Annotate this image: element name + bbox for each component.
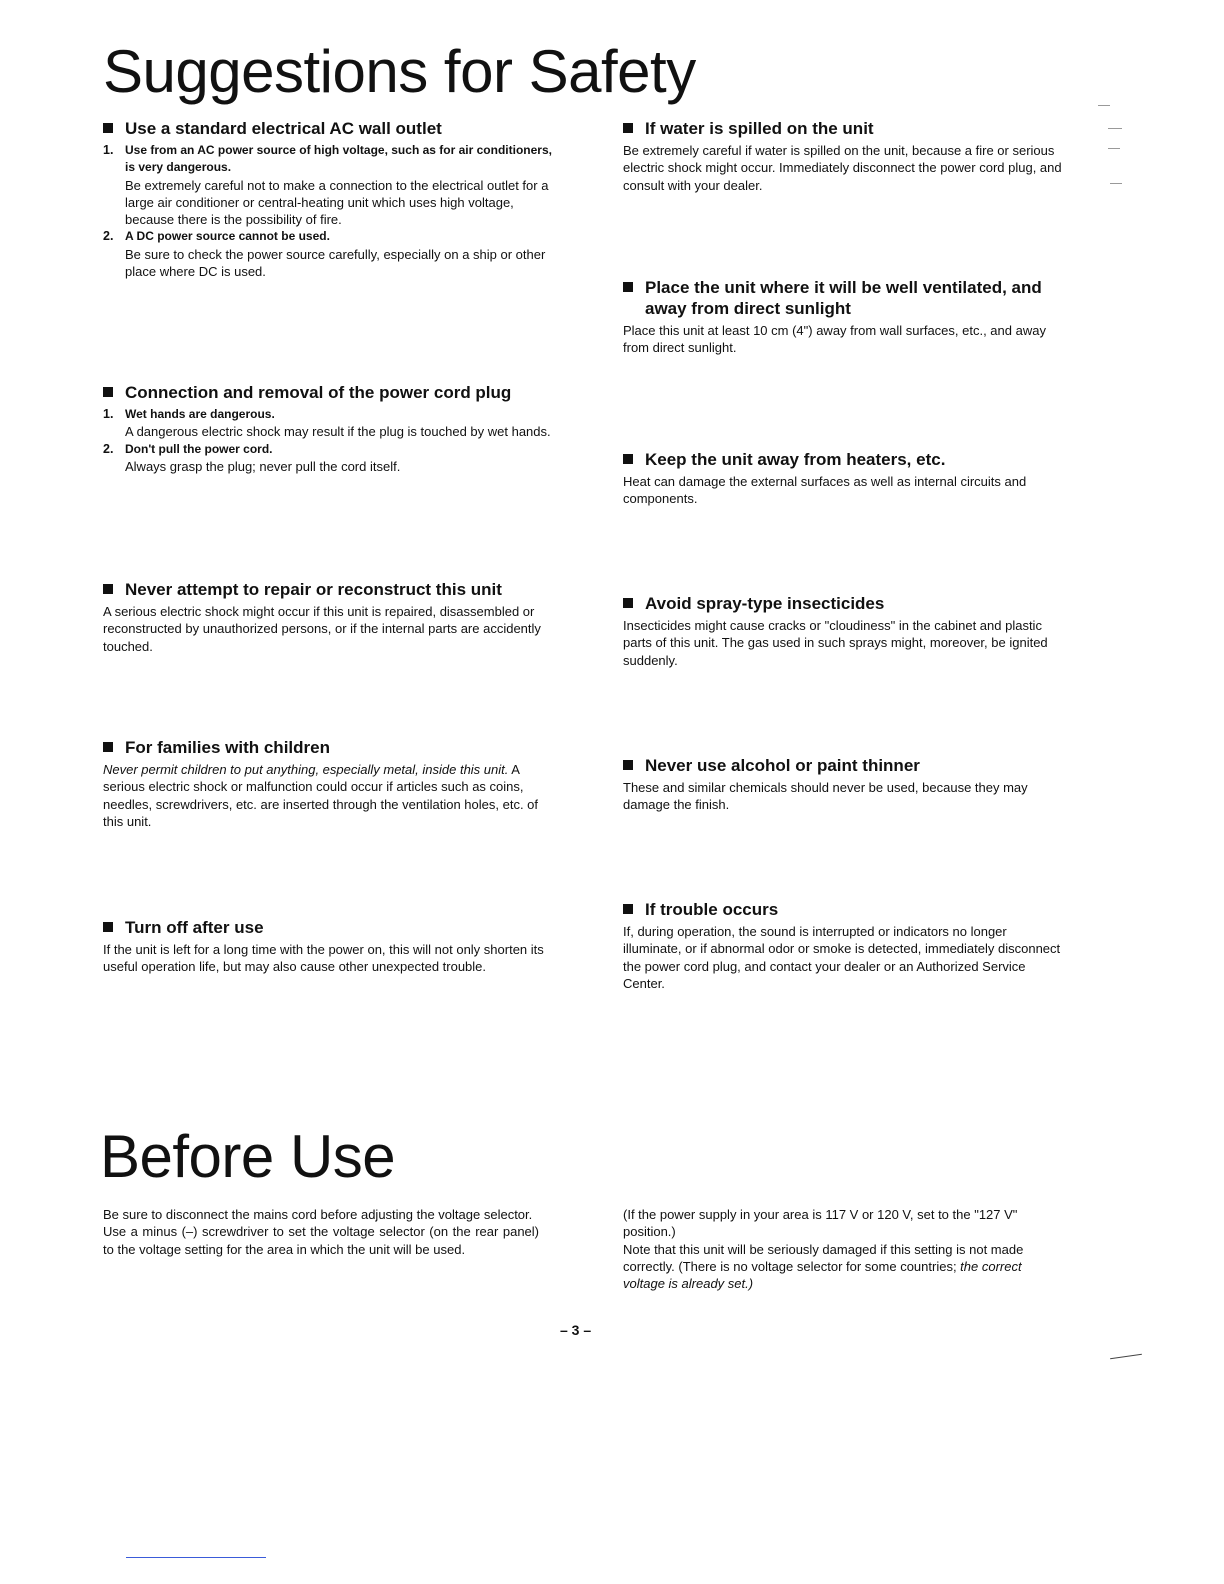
bullet-square-icon bbox=[623, 598, 633, 608]
section-wall-outlet bbox=[103, 118, 553, 280]
section-heading: Use a standard electrical AC wall outlet bbox=[103, 118, 553, 139]
before-use-title: Before Use bbox=[100, 1123, 396, 1190]
footer-rule bbox=[126, 1557, 266, 1558]
section-turn-off bbox=[103, 917, 553, 976]
section-heading: Avoid spray-type insecticides bbox=[623, 593, 1068, 614]
margin-mark bbox=[1108, 148, 1120, 149]
margin-mark bbox=[1108, 128, 1122, 129]
list-item bbox=[103, 228, 553, 280]
section-heading: For families with children bbox=[103, 737, 553, 758]
item-number: 2. bbox=[103, 441, 114, 456]
section-ventilated bbox=[623, 277, 1068, 357]
margin-mark bbox=[1110, 1354, 1142, 1359]
section-text: These and similar chemicals should never be used, because they may damage the finish. bbox=[623, 780, 1028, 813]
section-heading: If water is spilled on the unit bbox=[623, 118, 1068, 139]
section-water bbox=[623, 118, 1068, 194]
list-item bbox=[103, 142, 553, 228]
section-text: Heat can damage the external surfaces as well as internal circuits and components. bbox=[623, 474, 1027, 507]
before-use-text: Use a minus (–) screwdriver to set the voltage selector (on the rear panel) to the voltage setting for the area in which the unit will be used. bbox=[103, 1224, 539, 1257]
section-text: A serious electric shock might occur if this unit is repaired, disassembled or reconstructed by unauthorized persons, or if the internal parts are accidently touched. bbox=[103, 604, 541, 654]
item-text: A dangerous electric shock may result if the plug is touched by wet hands. bbox=[125, 424, 551, 440]
before-use-left bbox=[103, 1206, 539, 1258]
page-title: Suggestions for Safety bbox=[103, 38, 696, 105]
bullet-square-icon bbox=[103, 584, 113, 594]
bullet-square-icon bbox=[103, 123, 113, 133]
list-item bbox=[103, 441, 553, 476]
section-heading: Keep the unit away from heaters, etc. bbox=[623, 449, 1068, 470]
section-text: Never permit children to put anything, especially metal, inside this unit. A serious electric shock or malfunction could occur if articles such as coins, needles, screwdrivers, etc. are inserted through the ventilation holes, etc. of this unit. bbox=[103, 762, 539, 829]
item-text: Be sure to check the power source carefully, especially on a ship or other place where DC is used. bbox=[125, 246, 546, 280]
section-text: Be extremely careful if water is spilled on the unit, because a fire or serious electric shock might occur. Immediately disconnect the power cord plug, and consult with your dealer. bbox=[623, 143, 1062, 193]
section-text: Insecticides might cause cracks or "cloudiness" in the cabinet and plastic parts of this unit. The gas used in such sprays might, moreover, be ignited suddenly. bbox=[623, 618, 1048, 668]
item-title: Don't pull the power cord. bbox=[125, 441, 273, 456]
bullet-square-icon bbox=[623, 760, 633, 770]
bullet-square-icon bbox=[103, 922, 113, 932]
page-number: – 3 – bbox=[560, 1322, 592, 1338]
before-use-text: Be sure to disconnect the mains cord before adjusting the voltage selector. bbox=[103, 1207, 533, 1222]
item-text: Be extremely careful not to make a connection to the electrical outlet for a large air conditioner or central-heating unit which uses high voltage, because there is the possibility of fire. bbox=[125, 177, 549, 228]
section-heading: Never use alcohol or paint thinner bbox=[623, 755, 1068, 776]
section-text: Place this unit at least 10 cm (4") away from wall surfaces, etc., and away from direct sunlight. bbox=[623, 323, 1046, 356]
section-heading: Place the unit where it will be well ventilated, and away from direct sunlight bbox=[623, 277, 1068, 319]
section-heading: Connection and removal of the power cord plug bbox=[103, 382, 553, 403]
section-text: If the unit is left for a long time with the power on, this will not only shorten its useful operation life, but may also cause other unexpected trouble. bbox=[103, 942, 544, 975]
section-text: If, during operation, the sound is interrupted or indicators no longer illuminate, or if abnormal odor or smoke is detected, immediately disconnect the power cord plug, and contact your dealer or an Authorized Service Center. bbox=[623, 924, 1061, 991]
bullet-square-icon bbox=[623, 904, 633, 914]
bullet-square-icon bbox=[103, 387, 113, 397]
bullet-square-icon bbox=[623, 282, 633, 292]
section-heading: If trouble occurs bbox=[623, 899, 1068, 920]
margin-mark bbox=[1098, 105, 1110, 106]
bullet-square-icon bbox=[103, 742, 113, 752]
section-alcohol bbox=[623, 755, 1068, 814]
bullet-square-icon bbox=[623, 454, 633, 464]
item-title: Wet hands are dangerous. bbox=[125, 407, 275, 421]
before-use-text: (If the power supply in your area is 117 V or 120 V, set to the "127 V" position.) bbox=[623, 1207, 1018, 1240]
item-number: 1. bbox=[103, 407, 114, 421]
item-number: 1. bbox=[103, 143, 114, 157]
list-item bbox=[103, 406, 553, 441]
before-use-right bbox=[623, 1206, 1063, 1292]
section-repair bbox=[103, 579, 553, 655]
margin-mark bbox=[1110, 183, 1122, 184]
section-heading: Never attempt to repair or reconstruct this unit bbox=[103, 579, 553, 600]
section-children bbox=[103, 737, 553, 830]
section-heading: Turn off after use bbox=[103, 917, 553, 938]
item-number: 2. bbox=[103, 229, 114, 244]
section-power-cord bbox=[103, 382, 553, 475]
section-trouble bbox=[623, 899, 1068, 992]
before-use-text: Note that this unit will be seriously damaged if this setting is not made correctly. (There is no voltage selector for some countries; the correct voltage is already set.) bbox=[623, 1241, 1024, 1292]
section-heaters bbox=[623, 449, 1068, 508]
section-insecticides bbox=[623, 593, 1068, 669]
item-title: A DC power source cannot be used. bbox=[125, 229, 330, 244]
item-title: Use from an AC power source of high voltage, such as for air conditioners, is very dangerous. bbox=[125, 143, 552, 175]
bullet-square-icon bbox=[623, 123, 633, 133]
item-text: Always grasp the plug; never pull the cord itself. bbox=[125, 458, 401, 474]
